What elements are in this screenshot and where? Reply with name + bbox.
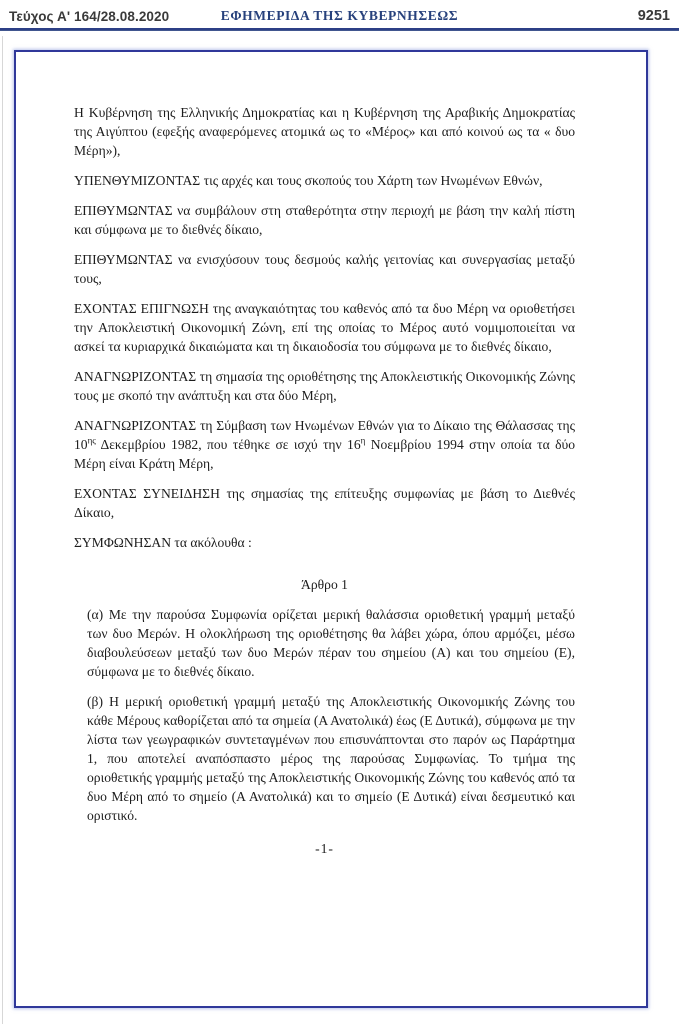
- preamble-paragraph: ΕΠΙΘΥΜΩΝΤΑΣ να ενισχύσουν τους δεσμούς καλής γειτονίας και συνεργασίας μεταξύ τους,: [74, 252, 575, 286]
- preamble-paragraph: ΑΝΑΓΝΩΡΙΖΟΝΤΑΣ τη σημασία της οριοθέτησης της Αποκλειστικής Οικονομικής Ζώνης τους με σκοπό την ανάπτυξη και στα δύο Μέρη,: [74, 369, 575, 403]
- article-block: [74, 605, 575, 825]
- ordinal-superscript: η: [360, 435, 366, 446]
- preamble-paragraph: Η Κυβέρνηση της Ελληνικής Δημοκρατίας και η Κυβέρνηση της Αραβικής Δημοκρατίας της Αιγύπτου (εφεξής αναφερόμενες ατομικά ως το «Μέρος» και από κοινού ως τα « δυο Μέρη»),: [74, 105, 575, 158]
- gazette-title: ΕΦΗΜΕΡΙΔΑ ΤΗΣ ΚΥΒΕΡΝΗΣΕΩΣ: [220, 8, 459, 23]
- preamble-paragraph: ΕΧΟΝΤΑΣ ΣΥΝΕΙΔΗΣΗ της σημασίας της επίτευξης συμφωνίας με βάση το Διεθνές Δίκαιο,: [74, 486, 575, 520]
- convention-text-part: Δεκεμβρίου 1982, που τέθηκε σε ισχύ την 16: [95, 437, 361, 452]
- article-heading: Άρθρο 1: [301, 577, 348, 592]
- convention-text-part: Νοεμβρίου 1994 στην οποία τα δύο Μέρη είναι Κράτη Μέρη,: [74, 437, 575, 471]
- preamble-paragraph: ΣΥΜΦΩΝΗΣΑΝ τα ακόλουθα :: [74, 535, 252, 550]
- article-paragraph: (α) Με την παρούσα Συμφωνία ορίζεται μερική θαλάσσια οριοθετική γραμμή μεταξύ των δυο Μερών. Η ολοκλήρωση της οριοθέτησης θα λάβει χώρα, όπου αρμόζει, μέσω διαβουλεύσεων μεταξύ των δυο Μερών πέραν του σημείου (Α) και του σημείου (Ε), σύμφωνα με το διεθνές δίκαιο.: [87, 607, 575, 679]
- preamble-paragraph: ΕΧΟΝΤΑΣ ΕΠΙΓΝΩΣΗ της αναγκαιότητας του καθενός από τα δυο Μέρη να οριοθετήσει την Αποκλειστική Οικονομική Ζώνη, επί της οποίας το Μέρος αυτό νομιμοποιείται να ασκεί τα κυριαρχικά δικαιώματα και τη δικαιοδοσία του σύμφωνα με το διεθνές δίκαιο,: [74, 301, 575, 354]
- issue-label: Τεύχος Α' 164/28.08.2020: [9, 8, 170, 24]
- header-double-rule: [0, 28, 679, 31]
- document-body: [74, 103, 575, 858]
- ordinal-superscript: ης: [87, 435, 96, 446]
- gazette-running-header: [0, 4, 679, 28]
- preamble-paragraph: ΕΠΙΘΥΜΩΝΤΑΣ να συμβάλουν στη σταθερότητα στην περιοχή με βάση την καλή πίστη και σύμφωνα με το διεθνές δίκαιο,: [74, 203, 575, 237]
- convention-text-part: ΑΝΑΓΝΩΡΙΖΟΝΤΑΣ τη Σύμβαση των Ηνωμένων Εθνών για το Δίκαιο της Θάλασσας της 10: [74, 418, 575, 452]
- page-scan-edge: [2, 36, 3, 1024]
- document-border-frame: [14, 50, 648, 1008]
- article-paragraph: (β) Η μερική οριοθετική γραμμή μεταξύ της Αποκλειστικής Οικονομικής Ζώνης του κάθε Μέρους καθορίζεται από τα σημεία (Α Ανατολικά) έως (Ε Δυτικά), σύμφωνα με την λίστα των γεωγραφικών συντεταγμένων που επισυνάπτονται στο παρόν ως Παράρτημα 1, που αποτελεί αναπόσπαστο μέρος της παρούσας Συμφωνίας. Το τμήμα της οριοθετικής γραμμής μεταξύ της Αποκλειστικής Οικονομικής Ζώνης του καθενός από τα δυο Μέρη από το σημείο (Α Ανατολικά) και το σημείο (Ε Δυτικά) είναι δεσμευτικό και οριστικό.: [87, 694, 575, 823]
- gazette-page-number: 9251: [637, 8, 670, 24]
- preamble-paragraph: ΥΠΕΝΘΥΜΙΖΟΝΤΑΣ τις αρχές και τους σκοπούς του Χάρτη των Ηνωμένων Εθνών,: [74, 173, 543, 188]
- preamble-paragraph-convention: [74, 416, 575, 473]
- page-footer-number: -1-: [315, 841, 334, 856]
